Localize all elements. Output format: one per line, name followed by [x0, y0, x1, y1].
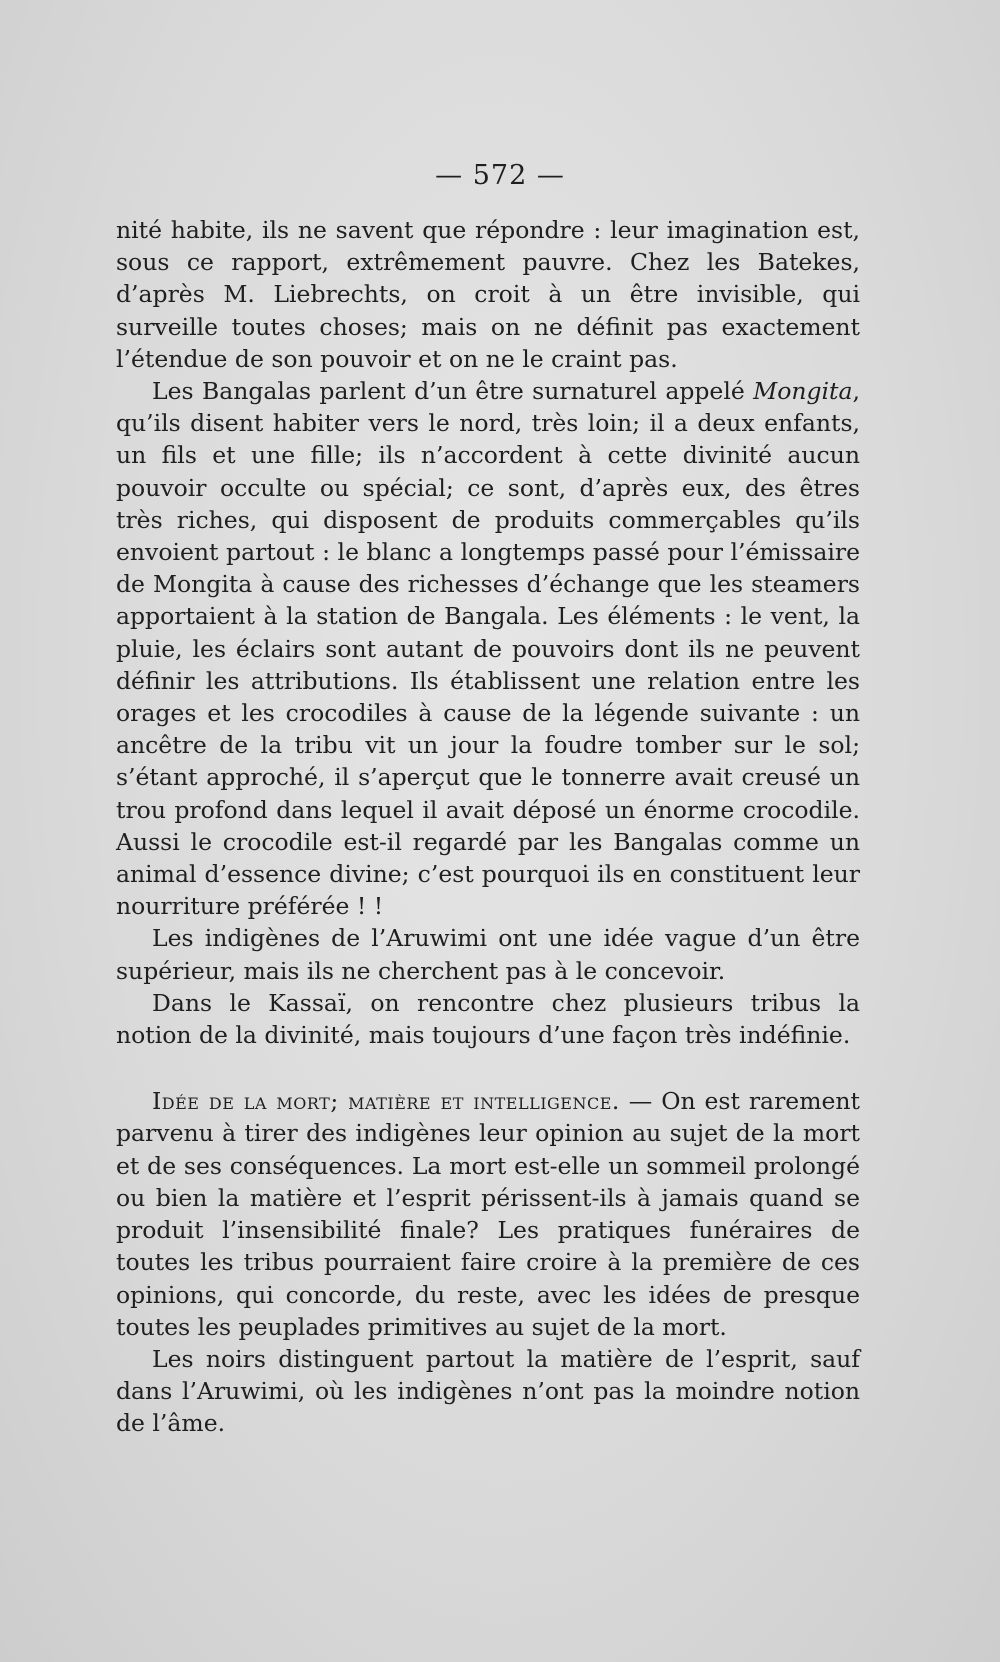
paragraph-mort [116, 1085, 860, 1343]
mongita-emphasis: Mongita [753, 377, 853, 406]
paragraph-bangalas-after: , qu’ils disent habiter vers le nord, très loin; il a deux enfants, un fils et une fille; ils n’accordent à cette divinité aucun pouvoir occulte ou spécial; ce sont, d’après eux, des êtres très riches, qui disposent de produits commerçables qu’ils envoient partout : le blanc a longtemps passé pour l’émissaire de Mongita à cause des richesses d’échange que les steamers apportaient à la station de Bangala. Les éléments : le vent, la pluie, les éclairs sont autant de pouvoirs dont ils ne peuvent définir les attributions. Ils établissent une relation entre les orages et les crocodiles à cause de la légende suivante : un ancêtre de la tribu vit un jour la foudre tomber sur le sol; s’étant approché, il s’aperçut que le tonnerre avait creusé un trou profond dans lequel il avait déposé un énorme crocodile. Aussi le crocodile est-il regardé par les Bangalas comme un animal d’essence divine; c’est pourquoi ils en constituent leur nourriture préférée ! ! [116, 377, 860, 921]
paragraph-aruwimi: Les indigènes de l’Aruwimi ont une idée vague d’un être supérieur, mais ils ne cherchent pas à le concevoir. [116, 924, 860, 985]
page-number: — 572 — [435, 160, 565, 191]
paragraph-bangalas [116, 375, 860, 922]
paragraph-kassai: Dans le Kassaï, on rencontre chez plusieurs tribus la notion de la divinité, mais toujours d’une façon très indéfinie. [116, 988, 860, 1050]
section-heading: Idée de la mort; matière et intelligence. [152, 1087, 620, 1116]
paragraph-mort-text: — On est rarement parvenu à tirer des indigènes leur opinion au sujet de la mort et de ses conséquences. La mort est-elle un sommeil prolongé ou bien la matière et l’esprit périssent-ils à jamais quand se produit l’insensibilité finale? Les pratiques funéraires de toutes les tribus pourraient faire croire à la première de ces opinions, qui concorde, du reste, avec les idées de presque toutes les peuplades primitives au sujet de la mort. [116, 1087, 860, 1341]
paragraph-esprit: Les noirs distinguent partout la matière de l’esprit, sauf dans l’Aruwimi, où les indigènes n’ont pas la moindre notion de l’âme. [116, 1344, 860, 1438]
paragraph-continuation: nité habite, ils ne savent que répondre : leur imagination est, sous ce rapport, extrêmement pauvre. Chez les Batekes, d’après M. Liebrechts, on croit à un être invisible, qui surveille toutes choses; mais on ne définit pas exactement l’étendue de son pouvoir et on ne le craint pas. [116, 216, 860, 373]
body-text [116, 214, 860, 1440]
paragraph-bangalas-before: Les Bangalas parlent d’un être surnaturel appelé [152, 377, 754, 406]
